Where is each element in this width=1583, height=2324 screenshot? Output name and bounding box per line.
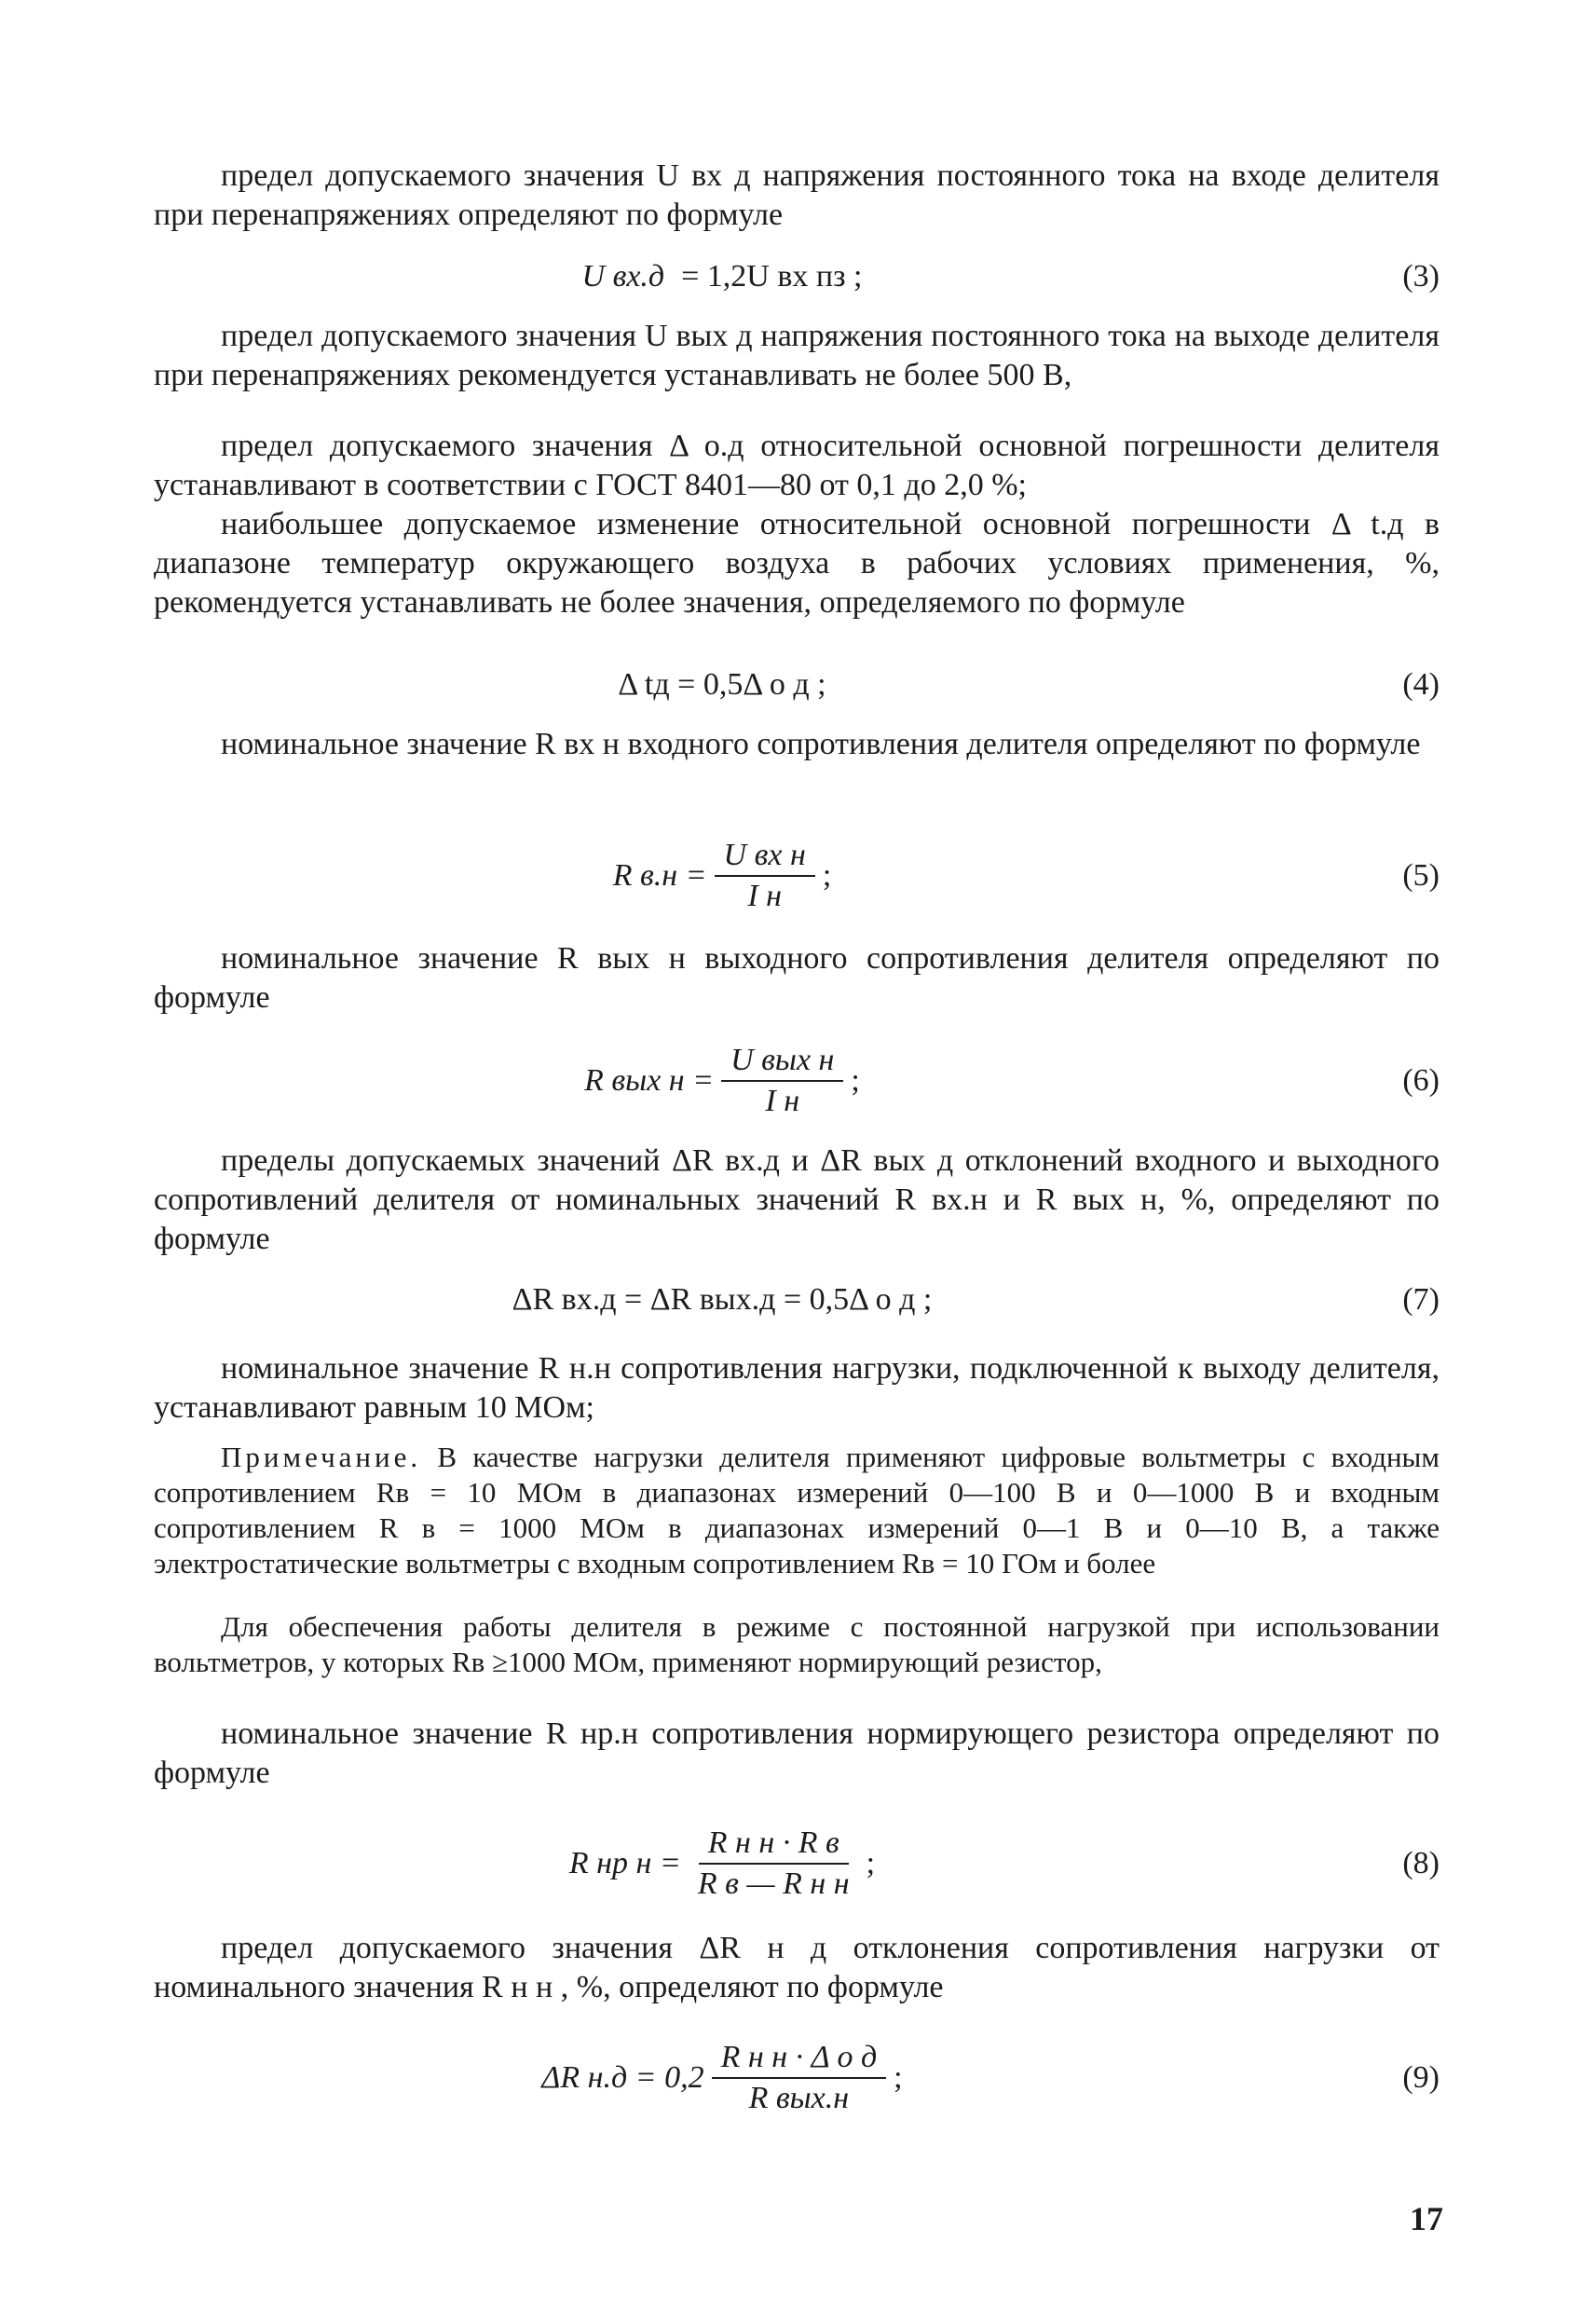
paragraph-8: номинальное значение R н.н сопротивления нагрузки, подключенной к выходу делителя, устанавливают равным 10 МОм; — [154, 1351, 1440, 1425]
paragraph-2: предел допускаемого значения U вых д напряжения постоянного тока на выходе делителя при перенапряжениях рекомендуется устанавливать не более 500 В, — [154, 319, 1440, 392]
equation-8-fraction — [689, 1825, 859, 1902]
equation-3-lhs: U вх.д — [581, 259, 665, 294]
equation-9-numerator: R н н · Δ о д — [712, 2040, 887, 2079]
equation-6-fraction — [721, 1043, 843, 1119]
equation-6-tail: ; — [851, 1063, 860, 1098]
equation-5-number: (5) — [1402, 858, 1440, 893]
equation-6-denominator: I н — [765, 1084, 800, 1118]
equation-4-number: (4) — [1402, 667, 1440, 702]
paragraph-7: пределы допускаемых значений ΔR вх.д и ΔR вых д отклонений входного и выходного сопротивлений делителя от номинальных значений R вх.н и R вых н, %, определяют по формуле — [154, 1143, 1440, 1256]
equation-4 — [154, 643, 1440, 727]
equation-9-lhs: ΔR н.д = 0,2 — [541, 2060, 704, 2095]
equation-8-lhs: R нр н = — [568, 1846, 681, 1880]
equation-9 — [154, 2017, 1440, 2139]
paragraph-10: предел допускаемого значения ΔR н д отклонения сопротивления нагрузки от номинального значения R н н , %, определяют по формуле — [154, 1931, 1440, 2004]
equation-9-denominator: R вых.н — [748, 2081, 850, 2115]
paragraph-1: предел допускаемого значения U вх д напряжения постоянного тока на входе делителя при перенапряжениях определяют по формуле — [154, 158, 1440, 232]
equation-3 — [154, 235, 1440, 319]
equation-3-rhs: = 1,2U вх пз ; — [681, 259, 863, 294]
equation-7-expression: ΔR вх.д = ΔR вых.д = 0,5Δ о д ; — [512, 1282, 933, 1317]
equation-8-denominator: R в — R н н — [697, 1866, 850, 1901]
equation-4-expression: Δ tд = 0,5Δ о д ; — [618, 667, 826, 702]
page-number: 17 — [1410, 2200, 1443, 2237]
equation-6-lhs: R вых н = — [584, 1063, 715, 1098]
equation-9-fraction — [712, 2040, 887, 2116]
equation-9-tail: ; — [894, 2060, 903, 2095]
paragraph-3: предел допускаемого значения Δ о.д относительной основной погрешности делителя устанавливают в соответствии с ГОСТ 8401—80 от 0,1 до 2,0 %; — [154, 429, 1440, 502]
equation-3-number: (3) — [1402, 259, 1440, 294]
paragraph-4: наибольшее допускаемое изменение относительной основной погрешности Δ t.д в диапазоне температур окружающего воздуха в рабочих условиях применения, %, рекомендуется устанавливать не более значения, определяемого по формуле — [154, 507, 1440, 620]
equation-5-lhs: R в.н = — [612, 858, 707, 893]
equation-5-fraction — [715, 838, 815, 914]
equation-8-numerator: R н н · R в — [699, 1825, 849, 1865]
equation-9-number: (9) — [1402, 2060, 1440, 2095]
equation-7-number: (7) — [1402, 1282, 1440, 1317]
note-block — [154, 1440, 1440, 1581]
equation-8 — [154, 1803, 1440, 1924]
note-label: Примечание. — [221, 1441, 422, 1473]
paragraph-6: номинальное значение R вых н выходного сопротивления делителя определяют по формуле — [154, 941, 1440, 1015]
equation-5-tail: ; — [822, 858, 832, 893]
equation-6-number: (6) — [1402, 1063, 1440, 1098]
equation-6 — [154, 1025, 1440, 1137]
note-after-paragraph: Для обеспечения работы делителя в режиме с постоянной нагрузкой при использовании вольтметров, у которых Rв ≥1000 МОм, применяют нормирующий резистор, — [154, 1610, 1440, 1678]
equation-5 — [154, 820, 1440, 932]
equation-5-numerator: U вх н — [715, 838, 815, 877]
paragraph-9: номинальное значение R нр.н сопротивления нормирующего резистора определяют по формуле — [154, 1716, 1440, 1790]
equation-6-numerator: U вых н — [721, 1043, 843, 1082]
note-text: В качестве нагрузки делителя применяют цифровые вольтметры с входным сопротивлением Rв = 10 МОм в диапазонах измерений 0—100 В и 0—1000 В и входным сопротивлением R в = 1000 МОм в диапазонах измерений 0—1 В и 0—10 В, а также электростатические вольтметры с входным сопротивлением Rв = 10 ГОм и более — [154, 1441, 1440, 1579]
equation-7 — [154, 1258, 1440, 1342]
paragraph-5: номинальное значение R вх н входного сопротивления делителя определяют по формуле — [221, 727, 1421, 761]
equation-5-denominator: I н — [747, 879, 783, 913]
equation-8-tail: ; — [866, 1846, 876, 1880]
equation-8-number: (8) — [1402, 1846, 1440, 1880]
